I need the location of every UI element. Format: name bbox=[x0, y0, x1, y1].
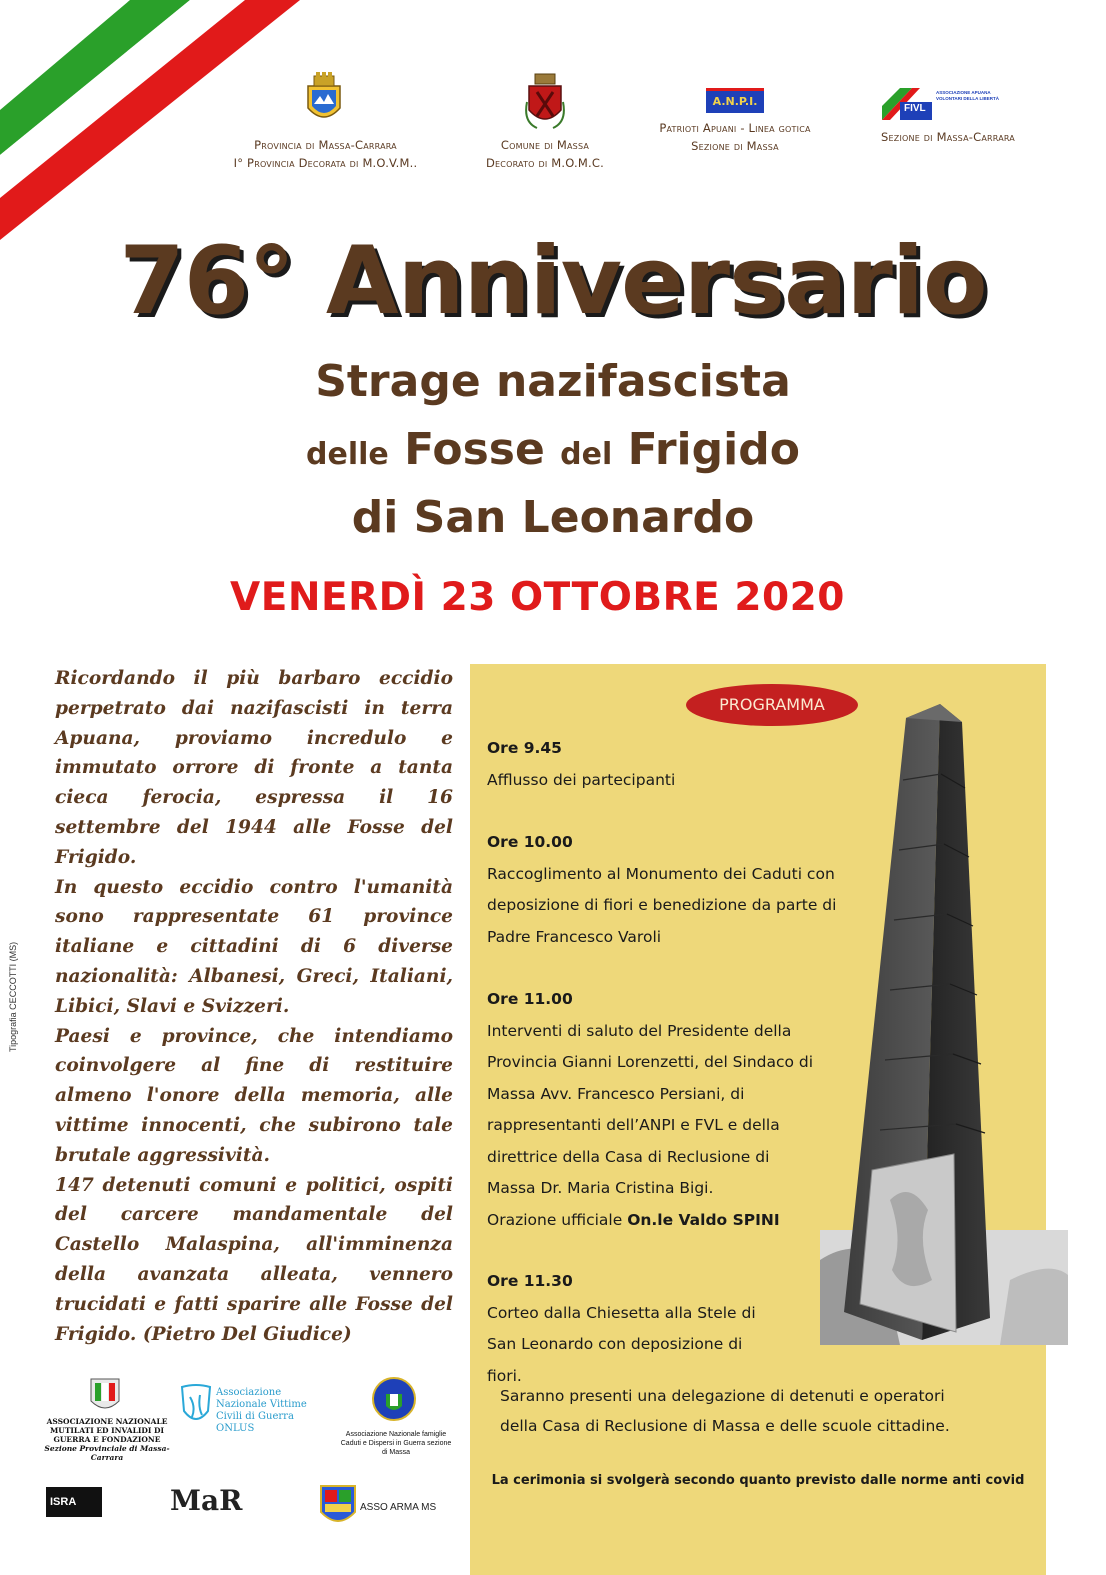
program-time: Ore 10.00 bbox=[487, 833, 573, 851]
italian-flag-ribbon bbox=[0, 0, 330, 260]
anpi-logo-icon bbox=[706, 88, 764, 113]
fivl-caption bbox=[858, 128, 1038, 146]
story-paragraph: Ricordando il più barbaro eccidio perpetrato dai nazifascisti in terra Apuana, proviamo incredulo e immutato orrore di fronte a tanta cieca ferocia, espressa il 16 settembre del 1944 alle Fosse del Frigido. bbox=[55, 668, 453, 868]
event-date: VENERDÌ 23 OTTOBRE 2020 bbox=[230, 575, 845, 620]
anniversary-title: 76° Anniversario bbox=[119, 227, 987, 336]
anmig-sub: Sezione Provinciale di Massa-Carrara bbox=[44, 1444, 170, 1462]
printer-credit: Tipografia CECCOTTI (MS) bbox=[8, 941, 18, 1052]
program-line: Massa Avv. Francesco Persiani, di bbox=[487, 1084, 745, 1103]
program-line: direttrice della Casa di Reclusione di bbox=[487, 1147, 770, 1166]
program-line: San Leonardo con deposizione di bbox=[487, 1335, 743, 1353]
subtitle-text-1: Strage nazifascista bbox=[315, 356, 791, 407]
anpi-caption bbox=[630, 119, 840, 155]
program-line: Provincia Gianni Lorenzetti, del Sindaco di bbox=[487, 1053, 814, 1071]
program-line: Afflusso dei partecipanti bbox=[487, 770, 676, 789]
anmig-text: ASSOCIAZIONE NAZIONALE MUTILATI ED INVALIDI DI GUERRA E FONDAZIONE bbox=[46, 1417, 168, 1444]
story-paragraph: In questo eccidio contro l'umanità sono rappresentate 61 province italiane e cittadini di 6 diverse nazionalità: Albanesi, Greci, Italiani, Libici, Slavi e Svizzeri. bbox=[55, 876, 453, 1017]
anpi-line1: Patrioti Apuani - Linea gotica bbox=[659, 121, 811, 135]
subtitle-frigido: Frigido bbox=[627, 424, 800, 475]
isra-text: ISRA bbox=[50, 1496, 77, 1508]
anfcdg-logo-icon bbox=[371, 1376, 417, 1422]
provincia-crest-icon bbox=[302, 72, 346, 128]
program-time: Ore 11.30 bbox=[487, 1272, 573, 1290]
story-text bbox=[55, 664, 453, 1349]
program-line: rappresentanti dell’ANPI e FVL e della bbox=[487, 1116, 780, 1134]
anpi-logo-text: A.N.P.I. bbox=[712, 95, 758, 108]
program-line: Massa Dr. Maria Cristina Bigi. bbox=[487, 1179, 714, 1197]
program-line: Interventi di saluto del Presidente della bbox=[487, 1021, 792, 1040]
program-time: Ore 11.00 bbox=[487, 990, 573, 1008]
comune-crest-icon bbox=[523, 72, 567, 132]
anfcdg-caption: Associazione Nazionale famiglie Caduti e Dispersi in Guerra sezione di Massa bbox=[340, 1431, 452, 1456]
isra-logo-icon bbox=[46, 1487, 102, 1517]
program-line: deposizione di fiori e benedizione da parte di bbox=[487, 896, 837, 914]
fivl-logo-small: ASSOCIAZIONE APUANA VOLONTARI DELLA LIBERTÀ bbox=[936, 90, 999, 101]
program-schedule bbox=[487, 733, 907, 1392]
mar-text: MaR bbox=[170, 1484, 243, 1517]
mar-logo-icon bbox=[170, 1484, 243, 1524]
program-line: Corteo dalla Chiesetta alla Stele di bbox=[487, 1303, 756, 1322]
story-paragraph: 147 detenuti comuni e politici, ospiti del carcere mandamentale del Castello Malaspina, all'imminenza della avanzata alleata, vennero trucidati e fatti sparire alle Fosse del Frigido. (Pietro Del Giudice) bbox=[55, 1174, 453, 1345]
comune-line2: Decorato di M.O.M.C. bbox=[486, 156, 604, 170]
anvcg-caption: Associazione Nazionale Vittime Civili di Guerra ONLUS bbox=[216, 1387, 307, 1434]
program-label: PROGRAMMA bbox=[686, 684, 858, 726]
anmig-logo-icon bbox=[89, 1377, 121, 1415]
anpi-line2: Sezione di Massa bbox=[691, 139, 779, 153]
provincia-caption bbox=[228, 136, 423, 172]
subtitle-line3 bbox=[0, 488, 1106, 548]
comune-caption bbox=[460, 136, 630, 172]
fivl-logo-text: FIVL bbox=[904, 103, 926, 114]
comune-line1: Comune di Massa bbox=[500, 138, 590, 152]
program-time: Ore 9.45 bbox=[487, 739, 562, 757]
subtitle-line2 bbox=[0, 420, 1106, 485]
provincia-line2: I° Provincia Decorata di M.O.V.M.. bbox=[233, 156, 418, 170]
program-oration bbox=[487, 1205, 907, 1237]
subtitle-fosse: Fosse bbox=[404, 424, 545, 475]
fivl-logo-icon bbox=[882, 88, 1006, 120]
program-line: Padre Francesco Varoli bbox=[487, 927, 662, 946]
subtitle-text-3: di San Leonardo bbox=[351, 492, 755, 543]
subtitle-del: del bbox=[560, 437, 613, 472]
note-line: Saranno presenti una delegazione di detenuti e operatori bbox=[500, 1387, 945, 1405]
provincia-line1: Provincia di Massa-Carrara bbox=[254, 138, 397, 152]
asso-arma-logo-icon bbox=[319, 1484, 357, 1530]
covid-note: La cerimonia si svolgerà secondo quanto previsto dalle norme anti covid bbox=[491, 1473, 1025, 1488]
asso-arma-caption: ASSO ARMA MS bbox=[360, 1502, 437, 1513]
story-paragraph: Paesi e province, che intendiamo coinvolgere al fine di restituire almeno l'onore della memoria, alle vittime innocenti, che subirono tale brutale aggressività. bbox=[55, 1025, 453, 1166]
oration-speaker: On.le Valdo SPINI bbox=[627, 1210, 780, 1229]
fivl-line1: Sezione di Massa-Carrara bbox=[881, 130, 1015, 144]
oration-prefix: Orazione ufficiale bbox=[487, 1210, 628, 1229]
program-line: fiori. bbox=[487, 1366, 522, 1385]
program-line: Raccoglimento al Monumento dei Caduti con bbox=[487, 864, 835, 883]
anvcg-logo-icon bbox=[178, 1383, 214, 1429]
note-line: della Casa di Reclusione di Massa e delle scuole cittadine. bbox=[500, 1417, 950, 1435]
subtitle-delle: delle bbox=[306, 437, 389, 472]
program-note bbox=[500, 1381, 1040, 1441]
subtitle-line1 bbox=[0, 352, 1106, 412]
anmig-caption bbox=[42, 1417, 172, 1462]
